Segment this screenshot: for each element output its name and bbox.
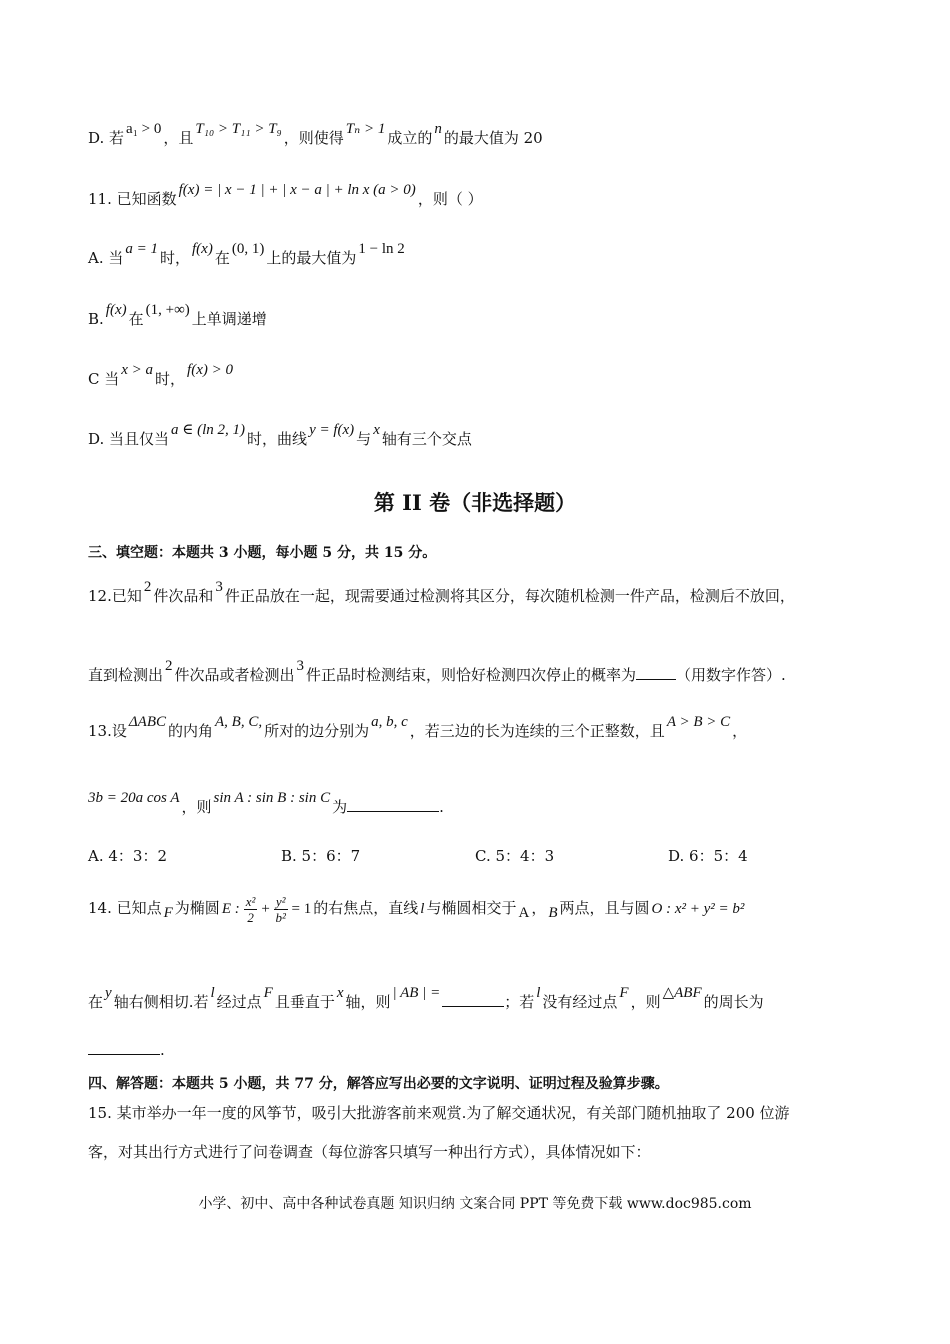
math-expr: x > a [121, 362, 154, 378]
math-expr: | AB | = [392, 985, 441, 1001]
text: 件次品和 [153, 587, 214, 605]
q10-option-d [88, 121, 543, 147]
q12-line-1 [88, 579, 795, 605]
section-heading: 四、解答题：本题共 5 小题，共 77 分，解答应写出必要的文字说明、证明过程及验算步骤。 [88, 1076, 669, 1092]
math-expr: △ABF [662, 985, 702, 1001]
text: ，则（ ） [417, 190, 483, 208]
math-expr: x [373, 422, 380, 438]
math-expr: a, b, c [371, 714, 408, 730]
math-expr: f(x) [105, 302, 127, 318]
answer-blank [88, 1040, 160, 1055]
text: 在 [214, 249, 230, 267]
math-expr: Tₙ > 1 [345, 121, 386, 137]
text: 两点，且与圆 [559, 899, 650, 917]
text: 所对的边分别为 [264, 722, 370, 740]
denominator: 2 [247, 909, 254, 925]
q13-line-1 [88, 714, 748, 740]
q14-line-3 [88, 1040, 165, 1058]
text: 13.设 [88, 722, 127, 740]
math-expr: n [434, 121, 442, 137]
option-label: B. [88, 310, 104, 328]
text: ，若三边的长为连续的三个正整数，且 [409, 722, 665, 740]
q15-line-1: 15. 某市举办一年一度的风筝节，吸引大批游客前来观赏.为了解交通状况，有关部门随机抽取了 200 位游 [88, 1104, 790, 1122]
text: ，则 [630, 993, 661, 1011]
fraction [244, 894, 258, 925]
text: 12.已知 [88, 587, 142, 605]
text: 上单调递增 [191, 310, 267, 328]
math-expr: F [163, 905, 173, 921]
text: 为椭圆 [174, 899, 220, 917]
math-expr: 2 [165, 658, 173, 674]
text: 时， [155, 370, 186, 388]
math-expr: sin A : sin B : sin C [213, 790, 331, 806]
math-expr: a ∈ (ln 2, 1) [171, 422, 246, 438]
section-heading: 三、填空题：本题共 3 小题，每小题 5 分，共 15 分。 [88, 545, 437, 561]
text: ；若 [504, 993, 535, 1011]
text: ， [732, 722, 748, 740]
q14-line-1 [88, 893, 746, 925]
math-expr: 2 [143, 579, 152, 595]
math-expr: f(x) [192, 241, 213, 257]
text: 的最大值为 20 [443, 129, 543, 147]
text: （用数字作答）. [676, 666, 786, 684]
text: . [160, 1041, 165, 1059]
math-expr: 1 − ln 2 [358, 241, 405, 257]
math-expr: 3 [296, 658, 305, 674]
math-expr: y = f(x) [309, 422, 355, 438]
text: 轴有三个交点 [381, 430, 472, 448]
math-expr: x [336, 985, 344, 1001]
math-expr: f(x) > 0 [187, 362, 233, 378]
q13-option-b: B. 5：6：7 [281, 847, 361, 865]
math-expr: l [420, 901, 425, 917]
math-expr: a₁ > 0 [126, 121, 162, 137]
text: 轴，则 [345, 993, 391, 1011]
math-expr: l [210, 985, 215, 1001]
page-footer: 小学、初中、高中各种试卷真题 知识归纳 文案合同 PPT 等免费下载 www.doc985.com [198, 1196, 752, 1212]
option-label: A. 当 [88, 249, 124, 267]
q11-option-c [88, 362, 235, 388]
math-expr: F [619, 985, 629, 1001]
math-expr: + [261, 901, 270, 917]
numerator: x² [245, 893, 256, 909]
fraction [274, 894, 288, 925]
text: 的内角 [168, 722, 214, 740]
text: 11. 已知函数 [88, 190, 177, 208]
text: 直到检测出 [88, 666, 164, 684]
q11-option-b [88, 302, 267, 328]
math-expr: 3 [215, 579, 223, 595]
text: 14. 已知点 [88, 899, 162, 917]
text: 在 [88, 993, 104, 1011]
math-expr: E : [221, 901, 240, 917]
text: 经过点 [216, 993, 262, 1011]
math-expr: A, B, C, [215, 714, 263, 730]
math-expr: y [105, 985, 112, 1001]
q14-line-2 [88, 985, 764, 1011]
answer-blank [442, 992, 504, 1007]
q11-stem [88, 182, 483, 208]
text: 时，曲线 [247, 430, 308, 448]
answer-blank [347, 797, 439, 812]
q12-line-2 [88, 658, 786, 684]
math-expr: l [536, 985, 541, 1001]
text: 且垂直于 [274, 993, 335, 1011]
q11-option-a [88, 241, 407, 267]
text: 为 [332, 798, 348, 816]
math-expr: = 1 [291, 901, 312, 917]
q13-option-d: D. 6：5：4 [668, 847, 748, 865]
text: 轴右侧相切.若 [113, 993, 209, 1011]
text: ，且 [163, 129, 194, 147]
option-label: D. 当且仅当 [88, 430, 170, 448]
text: 与椭圆相交于 [426, 899, 517, 917]
text: 上的最大值为 [266, 249, 357, 267]
text: 的周长为 [703, 993, 764, 1011]
text: ，则使得 [283, 129, 344, 147]
math-expr: (0, 1) [231, 241, 265, 257]
math-expr: (1, +∞) [145, 302, 190, 318]
text: 件次品或者检测出 [174, 666, 295, 684]
math-expr: T₁₀ > T₁₁ > T₉ [195, 121, 282, 137]
option-label: D. 若 [88, 129, 125, 147]
option-label: C 当 [88, 370, 120, 388]
text: 在 [128, 310, 144, 328]
text: ，则 [181, 798, 212, 816]
q13-option-a: A. 4：3：2 [88, 847, 167, 865]
text: 没有经过点 [542, 993, 618, 1011]
text: 成立的 [387, 129, 433, 147]
math-expr: F [263, 985, 273, 1001]
answer-blank [636, 665, 676, 680]
q11-option-d [88, 422, 472, 448]
q15-line-2: 客，对其出行方式进行了问卷调查（每位游客只填写一种出行方式），具体情况如下： [88, 1143, 651, 1161]
math-expr: f(x) = | x − 1 | + | x − a | + ln x (a > 0) [178, 182, 416, 198]
q13-option-c: C. 5：4：3 [475, 847, 555, 865]
math-expr: B [548, 905, 558, 921]
math-expr: ΔABC [128, 714, 166, 730]
math-expr: O : x² + y² = b² [651, 901, 745, 917]
math-expr: A > B > C [666, 714, 731, 730]
text: 件正品时检测结束，则恰好检测四次停止的概率为 [306, 666, 637, 684]
text: 时， [160, 249, 191, 267]
math-expr: 3b = 20a cos A [88, 790, 180, 806]
math-expr: a = 1 [125, 241, 158, 257]
denominator: b² [275, 909, 286, 925]
q13-line-2: 3b = 20a cos A ，则 sin A : sin B : sin C 为 . [88, 790, 444, 816]
math-expr: A [518, 905, 530, 921]
text: 件正品放在一起，现需要通过检测将其区分，每次随机检测一件产品，检测后不放回， [224, 587, 795, 605]
text: 的右焦点，直线 [313, 899, 419, 917]
part-title: 第 II 卷（非选择题） [373, 490, 577, 515]
text: 与 [356, 430, 372, 448]
numerator: y² [275, 893, 286, 909]
text: ， [531, 899, 547, 917]
